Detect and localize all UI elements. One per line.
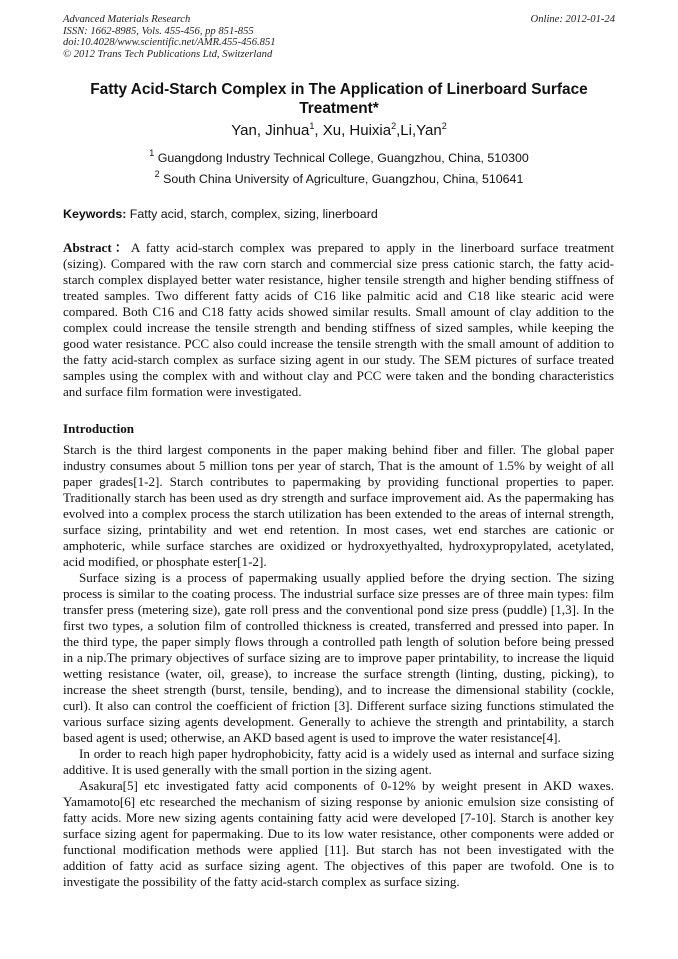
affiliation-text: Guangdong Industry Technical College, Guangzhou, China, 510300: [154, 151, 529, 165]
author-name: Yan, Jinhua: [231, 122, 310, 139]
keywords-label: Keywords:: [63, 207, 127, 221]
author-separator: ,: [314, 122, 323, 139]
keywords: [63, 206, 615, 222]
journal-header: [63, 14, 615, 60]
affiliation-1: [63, 150, 615, 166]
introduction-body: [63, 442, 614, 890]
keywords-text: Fatty acid, starch, complex, sizing, linerboard: [126, 207, 378, 221]
affiliation-mark: 1: [149, 148, 155, 158]
doi-line: doi:10.4028/www.scientific.net/AMR.455-456.851: [63, 37, 276, 49]
paragraph: Surface sizing is a process of papermaking usually applied before the drying section. The sizing process is similar to the coating process. The industrial surface size presses are of three main types: film transfer press (metering size), gate roll press and the conventional pond size press (puddle) [1,3]. In the first two types, a solution film of controlled thickness is created, transferred and pressed into paper. In the third type, the paper simply flows through a controlled path length of solution before being pressed in a nip.The primary objectives of surface sizing are to improve paper printability, to increase the liquid wetting resistance (water, oil, grease), to increase the surface strength (linting, dusting, picking), to increase the sheet strength (burst, tensile, bending), and to increase the dimensional stability (cockle, curl). It also can control the coefficient of friction [3]. Different surface sizing functions stimulated the various surface sizing agents development. Generally to achieve the strength and printability, a starch based agent is used; otherwise, an AKD based agent is used to improve the water resistance[4].: [63, 570, 614, 745]
abstract: [63, 240, 614, 400]
author-affil-mark: 1: [309, 121, 315, 131]
author-name: Li,Yan: [400, 122, 442, 139]
author-affil-mark: 2: [441, 121, 447, 131]
paragraph: Asakura[5] etc investigated fatty acid components of 0-12% by weight present in AKD waxes. Yamamoto[6] etc researched the mechanism of sizing response by anionic emulsion size consisting of fatty acids. More new sizing agents containing fatty acid were developed [7-10]. Starch is another key surface sizing agent for papermaking. Due to its low water resistance, other components were added or functional modification methods were applied [11]. But starch has not been investigated with the addition of fatty acid as surface sizing agent. The objectives of this paper are twofold. One is to investigate the possibility of the fatty acid-starch complex as surface sizing.: [63, 778, 614, 889]
paragraph: In order to reach high paper hydrophobicity, fatty acid is a widely used as internal and surface sizing additive. It is used generally with the small portion in the sizing agent.: [63, 746, 614, 777]
author-separator: ,: [396, 122, 401, 139]
abstract-text: A fatty acid-starch complex was prepared to apply in the linerboard surface treatment (sizing). Compared with the raw corn starch and commercial size press cationic starch, the fatty acid-starch complex displayed better water resistance, higher tensile strength and higher bending stiffness of treated samples. Two different fatty acids of C16 like palmitic acid and C18 like stearic acid were compared. Both C16 and C18 fatty acids showed similar results. Small amount of clay addition to the complex could increase the tensile strength and bending stiffness of sized samples, while keeping the good water resistance. PCC also could increase the tensile strength with the small amount of addition to the fatty acid-starch complex as surface sizing agent in our study. The SEM pictures of surface treated samples using the complex with and without clay and PCC were taken and the bonding characteristics and surface film formation were investigated.: [63, 240, 614, 399]
affiliation-2: [63, 171, 615, 187]
paragraph: Starch is the third largest components in the paper making behind fiber and filler. The global paper industry consumes about 5 million tons per year of starch, That is the amount of 1.5% by weight of all paper grades[1-2]. Starch contributes to papermaking by providing functional properties to paper. Traditionally starch has been used as dry strength and surface improvement aid. As the papermaking has evolved into a complex process the starch utilization has been extended to the areas of internal strength, surface sizing, printability and wet end retention. In most cases, wet end starches are cationic or amphoteric, while surface starches are oxidized or hydroxyethyalted, hydroxypropylated, acetylated, acid modified, or phosphate ester[1-2].: [63, 442, 614, 569]
abstract-label: Abstract：: [63, 240, 131, 255]
issn-line: ISSN: 1662-8985, Vols. 455-456, pp 851-855: [63, 25, 254, 37]
section-heading-introduction: Introduction: [63, 421, 135, 436]
journal-name: Advanced Materials Research: [63, 14, 191, 25]
affiliation-text: South China University of Agriculture, Guangzhou, China, 510641: [159, 172, 524, 186]
author-name: Xu, Huixia: [322, 122, 392, 139]
paper-title: Fatty Acid-Starch Complex in The Application of Linerboard Surface Treatment*: [90, 81, 588, 117]
author-list: [63, 121, 615, 141]
online-date: Online: 2012-01-24: [530, 14, 615, 25]
affiliation-mark: 2: [154, 169, 160, 179]
author-affil-mark: 2: [391, 121, 397, 131]
copyright-line: © 2012 Trans Tech Publications Ltd, Switzerland: [63, 48, 273, 60]
